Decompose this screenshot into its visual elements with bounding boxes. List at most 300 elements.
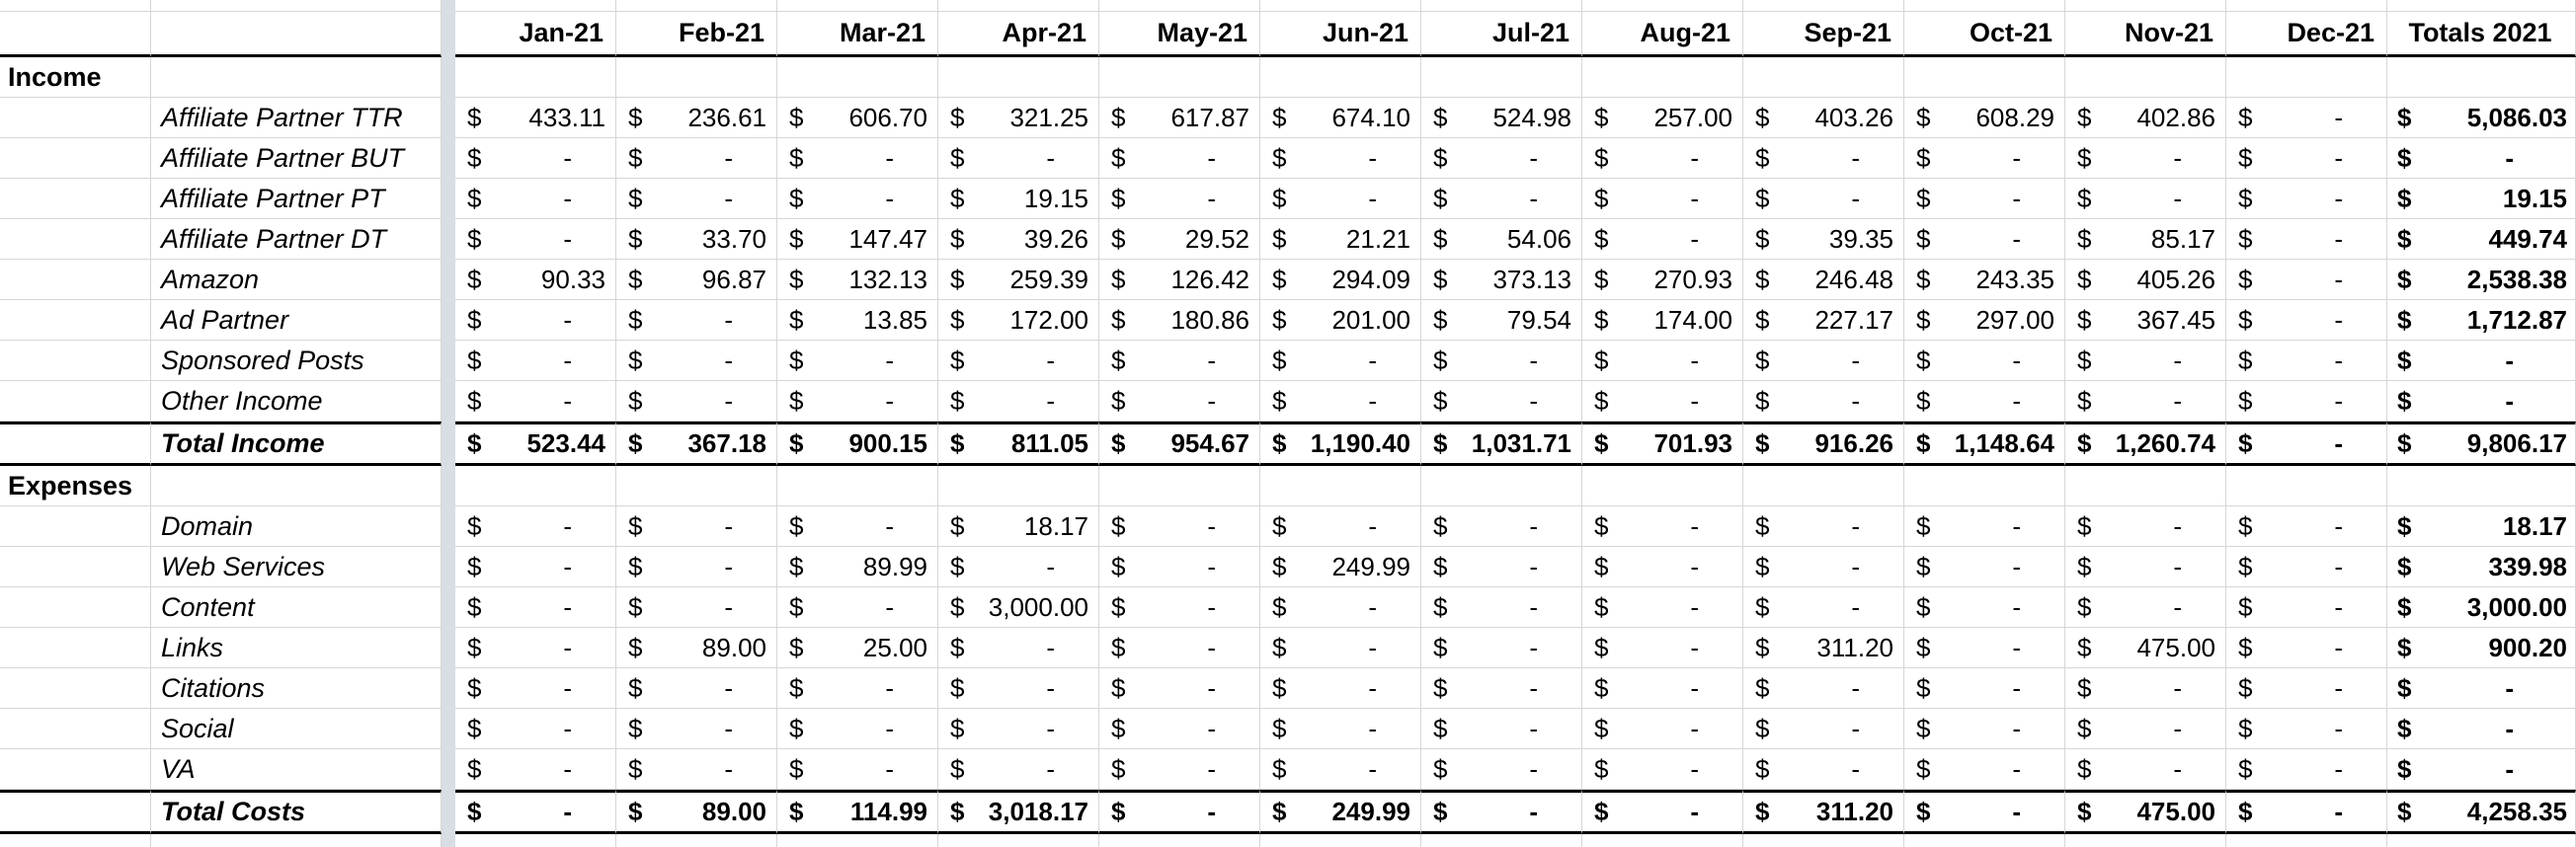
cell-sponsored-posts-aug-21[interactable] bbox=[1582, 341, 1743, 381]
cell-affiliate-partner-pt-nov-21[interactable] bbox=[2065, 179, 2226, 219]
cell-links-aug-21[interactable] bbox=[1582, 628, 1743, 668]
header-empty-cell[interactable] bbox=[151, 12, 442, 57]
cell-domain-jul-21[interactable] bbox=[1421, 506, 1582, 547]
cell-links-nov-21[interactable] bbox=[2065, 628, 2226, 668]
cell-income-total[interactable] bbox=[2387, 57, 2576, 98]
cell-affiliate-partner-but-nov-21[interactable] bbox=[2065, 138, 2226, 179]
cell-web-services-jul-21[interactable] bbox=[1421, 547, 1582, 587]
cell-citations-may-21[interactable] bbox=[1099, 668, 1260, 709]
cell-income-may-21[interactable] bbox=[1099, 57, 1260, 98]
cell-domain-jan-21[interactable] bbox=[455, 506, 616, 547]
empty-cell[interactable] bbox=[0, 587, 151, 628]
cell-ad-partner-jun-21[interactable] bbox=[1260, 300, 1421, 341]
cell-sponsored-posts-apr-21[interactable] bbox=[938, 341, 1099, 381]
cell-content-feb-21[interactable] bbox=[616, 587, 777, 628]
cell-ad-partner-sep-21[interactable] bbox=[1743, 300, 1904, 341]
cell-affiliate-partner-ttr-aug-21[interactable] bbox=[1582, 98, 1743, 138]
empty-cell[interactable] bbox=[1904, 0, 2065, 12]
cell-affiliate-partner-ttr-nov-21[interactable] bbox=[2065, 98, 2226, 138]
cell-content-total[interactable] bbox=[2387, 587, 2576, 628]
row-label-affiliate-partner-but[interactable] bbox=[151, 138, 442, 179]
cell-sponsored-posts-may-21[interactable] bbox=[1099, 341, 1260, 381]
cell-affiliate-partner-dt-sep-21[interactable] bbox=[1743, 219, 1904, 260]
cell-amazon-feb-21[interactable] bbox=[616, 260, 777, 300]
row-label-web-services[interactable] bbox=[151, 547, 442, 587]
cell-total-costs-may-21[interactable] bbox=[1099, 790, 1260, 834]
section-label-income[interactable] bbox=[0, 57, 151, 98]
cell-affiliate-partner-ttr-dec-21[interactable] bbox=[2226, 98, 2387, 138]
cell-content-jun-21[interactable] bbox=[1260, 587, 1421, 628]
cell-content-nov-21[interactable] bbox=[2065, 587, 2226, 628]
cell-total-income-aug-21[interactable] bbox=[1582, 422, 1743, 466]
row-label-amazon[interactable] bbox=[151, 260, 442, 300]
cell-affiliate-partner-ttr-jun-21[interactable] bbox=[1260, 98, 1421, 138]
cell-affiliate-partner-dt-total[interactable] bbox=[2387, 219, 2576, 260]
cell-total-costs-aug-21[interactable] bbox=[1582, 790, 1743, 834]
cell-affiliate-partner-pt-mar-21[interactable] bbox=[777, 179, 938, 219]
cell-total-income-total[interactable] bbox=[2387, 422, 2576, 466]
cell-citations-dec-21[interactable] bbox=[2226, 668, 2387, 709]
column-header-oct-21[interactable] bbox=[1904, 12, 2065, 57]
cell-total-income-apr-21[interactable] bbox=[938, 422, 1099, 466]
cell-total-income-jun-21[interactable] bbox=[1260, 422, 1421, 466]
cell-income-oct-21[interactable] bbox=[1904, 57, 2065, 98]
cell-ad-partner-total[interactable] bbox=[2387, 300, 2576, 341]
cell-affiliate-partner-pt-jun-21[interactable] bbox=[1260, 179, 1421, 219]
empty-cell[interactable] bbox=[0, 547, 151, 587]
row-label-affiliate-partner-ttr[interactable] bbox=[151, 98, 442, 138]
cell-amazon-may-21[interactable] bbox=[1099, 260, 1260, 300]
cell-other-income-nov-21[interactable] bbox=[2065, 381, 2226, 422]
cell-content-sep-21[interactable] bbox=[1743, 587, 1904, 628]
cell-other-income-jan-21[interactable] bbox=[455, 381, 616, 422]
cell-citations-jan-21[interactable] bbox=[455, 668, 616, 709]
cell-ad-partner-mar-21[interactable] bbox=[777, 300, 938, 341]
cell-domain-jun-21[interactable] bbox=[1260, 506, 1421, 547]
cell-web-services-may-21[interactable] bbox=[1099, 547, 1260, 587]
empty-cell[interactable] bbox=[777, 834, 938, 847]
section-label-expenses[interactable] bbox=[0, 466, 151, 506]
empty-cell[interactable] bbox=[1743, 0, 1904, 12]
cell-domain-may-21[interactable] bbox=[1099, 506, 1260, 547]
cell-va-aug-21[interactable] bbox=[1582, 749, 1743, 790]
cell-expenses-dec-21[interactable] bbox=[2226, 466, 2387, 506]
cell-affiliate-partner-pt-jan-21[interactable] bbox=[455, 179, 616, 219]
cell-other-income-mar-21[interactable] bbox=[777, 381, 938, 422]
column-header-dec-21[interactable] bbox=[2226, 12, 2387, 57]
cell-sponsored-posts-oct-21[interactable] bbox=[1904, 341, 2065, 381]
cell-income-dec-21[interactable] bbox=[2226, 57, 2387, 98]
cell-web-services-oct-21[interactable] bbox=[1904, 547, 2065, 587]
cell-ad-partner-dec-21[interactable] bbox=[2226, 300, 2387, 341]
row-label-total-income[interactable] bbox=[151, 422, 442, 466]
cell-social-aug-21[interactable] bbox=[1582, 709, 1743, 749]
cell-content-may-21[interactable] bbox=[1099, 587, 1260, 628]
empty-cell[interactable] bbox=[0, 834, 151, 847]
empty-cell[interactable] bbox=[938, 0, 1099, 12]
cell-web-services-mar-21[interactable] bbox=[777, 547, 938, 587]
cell-affiliate-partner-but-aug-21[interactable] bbox=[1582, 138, 1743, 179]
cell-citations-feb-21[interactable] bbox=[616, 668, 777, 709]
cell-links-jan-21[interactable] bbox=[455, 628, 616, 668]
column-header-may-21[interactable] bbox=[1099, 12, 1260, 57]
cell-income-mar-21[interactable] bbox=[777, 57, 938, 98]
column-header-jan-21[interactable] bbox=[455, 12, 616, 57]
cell-total-costs-feb-21[interactable] bbox=[616, 790, 777, 834]
cell-domain-sep-21[interactable] bbox=[1743, 506, 1904, 547]
row-label-affiliate-partner-pt[interactable] bbox=[151, 179, 442, 219]
cell-other-income-oct-21[interactable] bbox=[1904, 381, 2065, 422]
cell-affiliate-partner-pt-aug-21[interactable] bbox=[1582, 179, 1743, 219]
cell-links-jun-21[interactable] bbox=[1260, 628, 1421, 668]
cell-content-jul-21[interactable] bbox=[1421, 587, 1582, 628]
cell-amazon-apr-21[interactable] bbox=[938, 260, 1099, 300]
cell-other-income-apr-21[interactable] bbox=[938, 381, 1099, 422]
cell-ad-partner-oct-21[interactable] bbox=[1904, 300, 2065, 341]
row-label-social[interactable] bbox=[151, 709, 442, 749]
cell-affiliate-partner-dt-aug-21[interactable] bbox=[1582, 219, 1743, 260]
cell-expenses-oct-21[interactable] bbox=[1904, 466, 2065, 506]
cell-expenses-jun-21[interactable] bbox=[1260, 466, 1421, 506]
cell-citations-aug-21[interactable] bbox=[1582, 668, 1743, 709]
cell-va-sep-21[interactable] bbox=[1743, 749, 1904, 790]
column-header-jun-21[interactable] bbox=[1260, 12, 1421, 57]
cell-total-costs-mar-21[interactable] bbox=[777, 790, 938, 834]
column-header-totals-2021[interactable] bbox=[2387, 12, 2576, 57]
cell-affiliate-partner-pt-total[interactable] bbox=[2387, 179, 2576, 219]
cell-expenses-nov-21[interactable] bbox=[2065, 466, 2226, 506]
cell-social-dec-21[interactable] bbox=[2226, 709, 2387, 749]
cell-domain-mar-21[interactable] bbox=[777, 506, 938, 547]
empty-cell[interactable] bbox=[616, 834, 777, 847]
empty-cell[interactable] bbox=[2065, 834, 2226, 847]
column-header-mar-21[interactable] bbox=[777, 12, 938, 57]
empty-cell[interactable] bbox=[151, 466, 442, 506]
cell-sponsored-posts-total[interactable] bbox=[2387, 341, 2576, 381]
empty-cell[interactable] bbox=[0, 790, 151, 834]
cell-va-feb-21[interactable] bbox=[616, 749, 777, 790]
cell-citations-nov-21[interactable] bbox=[2065, 668, 2226, 709]
empty-cell[interactable] bbox=[151, 0, 442, 12]
empty-cell[interactable] bbox=[1743, 834, 1904, 847]
cell-affiliate-partner-but-dec-21[interactable] bbox=[2226, 138, 2387, 179]
empty-cell[interactable] bbox=[1904, 834, 2065, 847]
cell-expenses-feb-21[interactable] bbox=[616, 466, 777, 506]
cell-citations-apr-21[interactable] bbox=[938, 668, 1099, 709]
cell-affiliate-partner-dt-nov-21[interactable] bbox=[2065, 219, 2226, 260]
cell-expenses-mar-21[interactable] bbox=[777, 466, 938, 506]
column-header-apr-21[interactable] bbox=[938, 12, 1099, 57]
cell-sponsored-posts-sep-21[interactable] bbox=[1743, 341, 1904, 381]
cell-expenses-aug-21[interactable] bbox=[1582, 466, 1743, 506]
cell-social-sep-21[interactable] bbox=[1743, 709, 1904, 749]
cell-web-services-aug-21[interactable] bbox=[1582, 547, 1743, 587]
empty-cell[interactable] bbox=[1099, 834, 1260, 847]
cell-affiliate-partner-ttr-apr-21[interactable] bbox=[938, 98, 1099, 138]
cell-domain-feb-21[interactable] bbox=[616, 506, 777, 547]
empty-cell[interactable] bbox=[1260, 834, 1421, 847]
cell-amazon-dec-21[interactable] bbox=[2226, 260, 2387, 300]
row-label-ad-partner[interactable] bbox=[151, 300, 442, 341]
cell-links-jul-21[interactable] bbox=[1421, 628, 1582, 668]
cell-web-services-sep-21[interactable] bbox=[1743, 547, 1904, 587]
cell-ad-partner-nov-21[interactable] bbox=[2065, 300, 2226, 341]
cell-total-costs-apr-21[interactable] bbox=[938, 790, 1099, 834]
cell-social-total[interactable] bbox=[2387, 709, 2576, 749]
cell-citations-mar-21[interactable] bbox=[777, 668, 938, 709]
cell-affiliate-partner-dt-oct-21[interactable] bbox=[1904, 219, 2065, 260]
cell-other-income-jun-21[interactable] bbox=[1260, 381, 1421, 422]
cell-social-mar-21[interactable] bbox=[777, 709, 938, 749]
empty-cell[interactable] bbox=[0, 138, 151, 179]
cell-links-mar-21[interactable] bbox=[777, 628, 938, 668]
cell-affiliate-partner-pt-feb-21[interactable] bbox=[616, 179, 777, 219]
cell-income-jan-21[interactable] bbox=[455, 57, 616, 98]
cell-amazon-jul-21[interactable] bbox=[1421, 260, 1582, 300]
cell-social-feb-21[interactable] bbox=[616, 709, 777, 749]
cell-affiliate-partner-pt-apr-21[interactable] bbox=[938, 179, 1099, 219]
cell-domain-apr-21[interactable] bbox=[938, 506, 1099, 547]
cell-ad-partner-aug-21[interactable] bbox=[1582, 300, 1743, 341]
cell-total-costs-nov-21[interactable] bbox=[2065, 790, 2226, 834]
empty-cell[interactable] bbox=[1582, 834, 1743, 847]
cell-affiliate-partner-but-apr-21[interactable] bbox=[938, 138, 1099, 179]
cell-sponsored-posts-nov-21[interactable] bbox=[2065, 341, 2226, 381]
cell-total-costs-oct-21[interactable] bbox=[1904, 790, 2065, 834]
empty-cell[interactable] bbox=[2226, 834, 2387, 847]
cell-affiliate-partner-but-mar-21[interactable] bbox=[777, 138, 938, 179]
cell-total-income-nov-21[interactable] bbox=[2065, 422, 2226, 466]
cell-content-jan-21[interactable] bbox=[455, 587, 616, 628]
cell-social-may-21[interactable] bbox=[1099, 709, 1260, 749]
cell-total-income-oct-21[interactable] bbox=[1904, 422, 2065, 466]
cell-affiliate-partner-ttr-jan-21[interactable] bbox=[455, 98, 616, 138]
cell-affiliate-partner-but-jun-21[interactable] bbox=[1260, 138, 1421, 179]
cell-total-income-jul-21[interactable] bbox=[1421, 422, 1582, 466]
cell-sponsored-posts-dec-21[interactable] bbox=[2226, 341, 2387, 381]
cell-va-jun-21[interactable] bbox=[1260, 749, 1421, 790]
column-header-jul-21[interactable] bbox=[1421, 12, 1582, 57]
cell-income-feb-21[interactable] bbox=[616, 57, 777, 98]
cell-citations-jun-21[interactable] bbox=[1260, 668, 1421, 709]
cell-affiliate-partner-ttr-total[interactable] bbox=[2387, 98, 2576, 138]
cell-affiliate-partner-but-feb-21[interactable] bbox=[616, 138, 777, 179]
cell-other-income-sep-21[interactable] bbox=[1743, 381, 1904, 422]
column-header-nov-21[interactable] bbox=[2065, 12, 2226, 57]
empty-cell[interactable] bbox=[1582, 0, 1743, 12]
cell-expenses-jan-21[interactable] bbox=[455, 466, 616, 506]
cell-affiliate-partner-dt-jun-21[interactable] bbox=[1260, 219, 1421, 260]
cell-amazon-jun-21[interactable] bbox=[1260, 260, 1421, 300]
empty-cell[interactable] bbox=[1099, 0, 1260, 12]
empty-cell[interactable] bbox=[0, 709, 151, 749]
cell-web-services-apr-21[interactable] bbox=[938, 547, 1099, 587]
empty-cell[interactable] bbox=[0, 422, 151, 466]
cell-content-oct-21[interactable] bbox=[1904, 587, 2065, 628]
cell-total-costs-jul-21[interactable] bbox=[1421, 790, 1582, 834]
cell-amazon-oct-21[interactable] bbox=[1904, 260, 2065, 300]
cell-affiliate-partner-ttr-jul-21[interactable] bbox=[1421, 98, 1582, 138]
cell-total-income-dec-21[interactable] bbox=[2226, 422, 2387, 466]
empty-cell[interactable] bbox=[2387, 0, 2576, 12]
cell-affiliate-partner-dt-mar-21[interactable] bbox=[777, 219, 938, 260]
cell-va-apr-21[interactable] bbox=[938, 749, 1099, 790]
row-label-va[interactable] bbox=[151, 749, 442, 790]
empty-cell[interactable] bbox=[151, 57, 442, 98]
cell-citations-sep-21[interactable] bbox=[1743, 668, 1904, 709]
empty-cell[interactable] bbox=[2065, 0, 2226, 12]
empty-cell[interactable] bbox=[616, 0, 777, 12]
cell-web-services-feb-21[interactable] bbox=[616, 547, 777, 587]
cell-va-jul-21[interactable] bbox=[1421, 749, 1582, 790]
cell-social-jun-21[interactable] bbox=[1260, 709, 1421, 749]
cell-expenses-total[interactable] bbox=[2387, 466, 2576, 506]
cell-affiliate-partner-ttr-feb-21[interactable] bbox=[616, 98, 777, 138]
cell-citations-total[interactable] bbox=[2387, 668, 2576, 709]
row-label-links[interactable] bbox=[151, 628, 442, 668]
cell-ad-partner-jan-21[interactable] bbox=[455, 300, 616, 341]
cell-links-apr-21[interactable] bbox=[938, 628, 1099, 668]
cell-va-oct-21[interactable] bbox=[1904, 749, 2065, 790]
empty-cell[interactable] bbox=[0, 628, 151, 668]
cell-social-apr-21[interactable] bbox=[938, 709, 1099, 749]
cell-total-costs-jun-21[interactable] bbox=[1260, 790, 1421, 834]
cell-web-services-jun-21[interactable] bbox=[1260, 547, 1421, 587]
cell-ad-partner-may-21[interactable] bbox=[1099, 300, 1260, 341]
cell-affiliate-partner-pt-dec-21[interactable] bbox=[2226, 179, 2387, 219]
cell-links-oct-21[interactable] bbox=[1904, 628, 2065, 668]
cell-domain-nov-21[interactable] bbox=[2065, 506, 2226, 547]
cell-amazon-mar-21[interactable] bbox=[777, 260, 938, 300]
cell-total-income-may-21[interactable] bbox=[1099, 422, 1260, 466]
cell-affiliate-partner-pt-may-21[interactable] bbox=[1099, 179, 1260, 219]
cell-va-jan-21[interactable] bbox=[455, 749, 616, 790]
cell-va-nov-21[interactable] bbox=[2065, 749, 2226, 790]
cell-total-income-mar-21[interactable] bbox=[777, 422, 938, 466]
cell-amazon-aug-21[interactable] bbox=[1582, 260, 1743, 300]
cell-income-jul-21[interactable] bbox=[1421, 57, 1582, 98]
cell-domain-aug-21[interactable] bbox=[1582, 506, 1743, 547]
cell-affiliate-partner-dt-jan-21[interactable] bbox=[455, 219, 616, 260]
row-label-citations[interactable] bbox=[151, 668, 442, 709]
empty-cell[interactable] bbox=[0, 749, 151, 790]
cell-links-feb-21[interactable] bbox=[616, 628, 777, 668]
empty-cell[interactable] bbox=[777, 0, 938, 12]
cell-citations-jul-21[interactable] bbox=[1421, 668, 1582, 709]
cell-affiliate-partner-ttr-mar-21[interactable] bbox=[777, 98, 938, 138]
row-label-other-income[interactable] bbox=[151, 381, 442, 422]
cell-amazon-jan-21[interactable] bbox=[455, 260, 616, 300]
row-label-total-costs[interactable] bbox=[151, 790, 442, 834]
cell-amazon-sep-21[interactable] bbox=[1743, 260, 1904, 300]
empty-cell[interactable] bbox=[0, 98, 151, 138]
cell-affiliate-partner-but-may-21[interactable] bbox=[1099, 138, 1260, 179]
cell-affiliate-partner-dt-apr-21[interactable] bbox=[938, 219, 1099, 260]
cell-total-income-sep-21[interactable] bbox=[1743, 422, 1904, 466]
cell-sponsored-posts-jun-21[interactable] bbox=[1260, 341, 1421, 381]
cell-social-oct-21[interactable] bbox=[1904, 709, 2065, 749]
empty-cell[interactable] bbox=[2226, 0, 2387, 12]
cell-total-income-feb-21[interactable] bbox=[616, 422, 777, 466]
cell-links-may-21[interactable] bbox=[1099, 628, 1260, 668]
cell-total-costs-dec-21[interactable] bbox=[2226, 790, 2387, 834]
cell-other-income-feb-21[interactable] bbox=[616, 381, 777, 422]
cell-other-income-may-21[interactable] bbox=[1099, 381, 1260, 422]
cell-domain-dec-21[interactable] bbox=[2226, 506, 2387, 547]
cell-content-mar-21[interactable] bbox=[777, 587, 938, 628]
empty-cell[interactable] bbox=[1421, 0, 1582, 12]
cell-income-aug-21[interactable] bbox=[1582, 57, 1743, 98]
empty-cell[interactable] bbox=[0, 506, 151, 547]
cell-expenses-sep-21[interactable] bbox=[1743, 466, 1904, 506]
column-header-sep-21[interactable] bbox=[1743, 12, 1904, 57]
cell-ad-partner-feb-21[interactable] bbox=[616, 300, 777, 341]
cell-affiliate-partner-dt-feb-21[interactable] bbox=[616, 219, 777, 260]
cell-va-dec-21[interactable] bbox=[2226, 749, 2387, 790]
cell-affiliate-partner-but-total[interactable] bbox=[2387, 138, 2576, 179]
cell-other-income-total[interactable] bbox=[2387, 381, 2576, 422]
cell-affiliate-partner-dt-jul-21[interactable] bbox=[1421, 219, 1582, 260]
cell-affiliate-partner-but-jan-21[interactable] bbox=[455, 138, 616, 179]
cell-affiliate-partner-but-jul-21[interactable] bbox=[1421, 138, 1582, 179]
empty-cell[interactable] bbox=[0, 668, 151, 709]
cell-web-services-total[interactable] bbox=[2387, 547, 2576, 587]
row-label-domain[interactable] bbox=[151, 506, 442, 547]
cell-affiliate-partner-pt-jul-21[interactable] bbox=[1421, 179, 1582, 219]
cell-income-apr-21[interactable] bbox=[938, 57, 1099, 98]
cell-total-income-jan-21[interactable] bbox=[455, 422, 616, 466]
cell-expenses-jul-21[interactable] bbox=[1421, 466, 1582, 506]
header-empty-cell[interactable] bbox=[0, 12, 151, 57]
cell-sponsored-posts-feb-21[interactable] bbox=[616, 341, 777, 381]
empty-cell[interactable] bbox=[0, 381, 151, 422]
cell-affiliate-partner-but-sep-21[interactable] bbox=[1743, 138, 1904, 179]
cell-domain-oct-21[interactable] bbox=[1904, 506, 2065, 547]
cell-va-may-21[interactable] bbox=[1099, 749, 1260, 790]
cell-other-income-dec-21[interactable] bbox=[2226, 381, 2387, 422]
empty-cell[interactable] bbox=[455, 834, 616, 847]
row-label-content[interactable] bbox=[151, 587, 442, 628]
cell-total-costs-total[interactable] bbox=[2387, 790, 2576, 834]
empty-cell[interactable] bbox=[1421, 834, 1582, 847]
cell-web-services-jan-21[interactable] bbox=[455, 547, 616, 587]
cell-affiliate-partner-ttr-sep-21[interactable] bbox=[1743, 98, 1904, 138]
cell-ad-partner-apr-21[interactable] bbox=[938, 300, 1099, 341]
cell-social-jul-21[interactable] bbox=[1421, 709, 1582, 749]
empty-cell[interactable] bbox=[0, 300, 151, 341]
row-label-sponsored-posts[interactable] bbox=[151, 341, 442, 381]
cell-content-aug-21[interactable] bbox=[1582, 587, 1743, 628]
cell-total-costs-jan-21[interactable] bbox=[455, 790, 616, 834]
cell-total-costs-sep-21[interactable] bbox=[1743, 790, 1904, 834]
column-header-aug-21[interactable] bbox=[1582, 12, 1743, 57]
empty-cell[interactable] bbox=[0, 260, 151, 300]
cell-web-services-nov-21[interactable] bbox=[2065, 547, 2226, 587]
cell-expenses-may-21[interactable] bbox=[1099, 466, 1260, 506]
cell-va-total[interactable] bbox=[2387, 749, 2576, 790]
cell-amazon-total[interactable] bbox=[2387, 260, 2576, 300]
cell-links-sep-21[interactable] bbox=[1743, 628, 1904, 668]
cell-domain-total[interactable] bbox=[2387, 506, 2576, 547]
cell-affiliate-partner-pt-sep-21[interactable] bbox=[1743, 179, 1904, 219]
cell-affiliate-partner-dt-dec-21[interactable] bbox=[2226, 219, 2387, 260]
cell-affiliate-partner-but-oct-21[interactable] bbox=[1904, 138, 2065, 179]
cell-social-nov-21[interactable] bbox=[2065, 709, 2226, 749]
cell-sponsored-posts-jan-21[interactable] bbox=[455, 341, 616, 381]
cell-va-mar-21[interactable] bbox=[777, 749, 938, 790]
column-header-feb-21[interactable] bbox=[616, 12, 777, 57]
cell-affiliate-partner-pt-oct-21[interactable] bbox=[1904, 179, 2065, 219]
